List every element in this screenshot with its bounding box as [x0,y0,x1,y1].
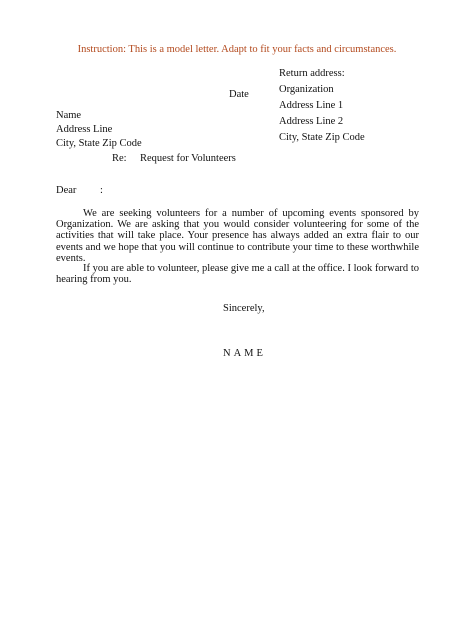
salutation-colon: : [100,185,103,196]
signature-name: NAME [223,348,266,359]
return-address-city-state-zip: City, State Zip Code [279,132,365,143]
return-address-label: Return address: [279,68,345,79]
recipient-city-state-zip: City, State Zip Code [56,138,142,149]
return-address-block [279,66,365,146]
recipient-address-line: Address Line [56,124,113,135]
re-label: Re: [112,153,127,164]
return-address-organization: Organization [279,84,334,95]
salutation [56,184,103,198]
body-paragraph-1: We are seeking volunteers for a number of upcoming events sponsored by Organization. We are asking that you would consider volunteering for some of the activities that will take place. Your presence has always added an extra flair to our events and we hope that you will continue to contribute your time to these worthwhile events. [56,208,419,264]
body-paragraph-2: If you are able to volunteer, please give me a call at the office. I look forward to hearing from you. [56,263,419,286]
recipient-name: Name [56,110,82,121]
instruction-note: Instruction: This is a model letter. Adapt to fit your facts and circumstances. [77,44,397,55]
salutation-dear: Dear [56,185,77,196]
closing: Sincerely, [223,303,265,314]
date-label: Date [229,89,249,100]
recipient-address-block [56,109,142,151]
return-address-line1: Address Line 1 [279,100,344,111]
return-address-line2: Address Line 2 [279,116,344,127]
re-subject: Request for Volunteers [140,153,236,164]
